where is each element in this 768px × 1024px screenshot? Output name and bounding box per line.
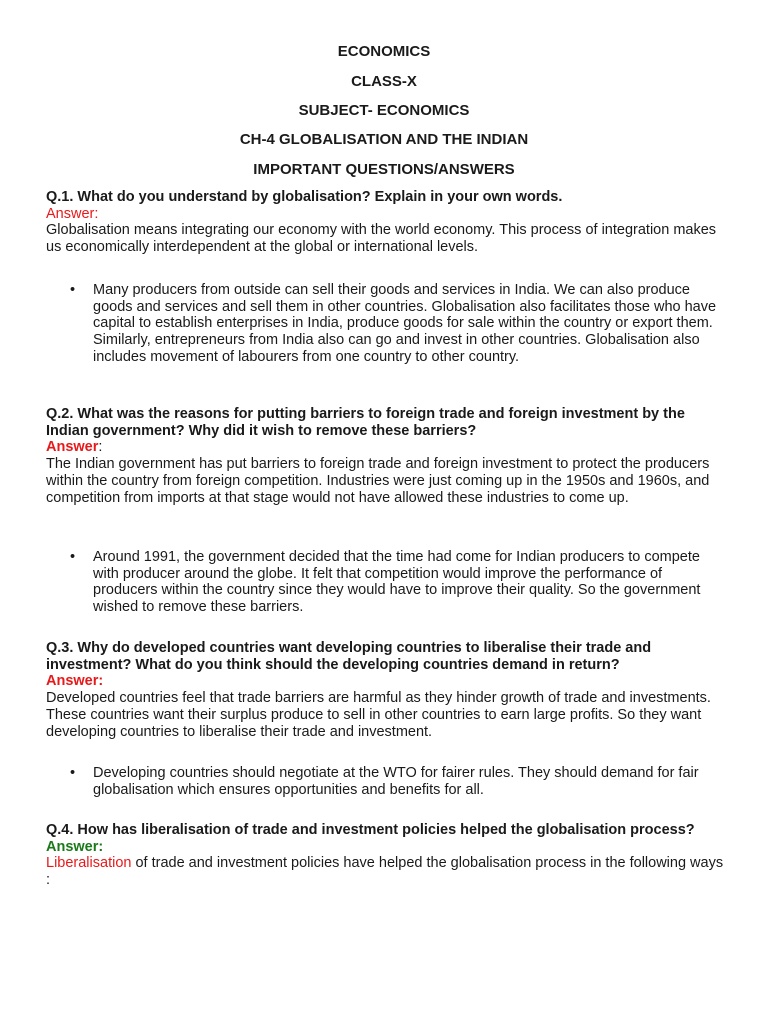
question-1-text: Q.1. What do you understand by globalisation? Explain in your own words. — [46, 189, 563, 205]
answer-2-text: The Indian government has put barriers to foreign trade and foreign investment to protect the producers within the country from foreign competition. Industries were just coming up in the 1950s and 1960s, and competition from imports at that stage would not have allowed these industries to come up. — [46, 456, 710, 506]
answer-2-label-suffix: : — [98, 439, 103, 456]
answer-1-bullet-text: Many producers from outside can sell their goods and services in India. We can also produce goods and services and sell them in other countries. Globalisation also facilitates those who have capital to establish enterprises in India, produce goods for sale within the country or export them. Similarly, entrepreneurs from India also can go and invest in other countries. Globalisation also includes movement of labourers from one country to other country. — [93, 282, 717, 365]
header-subject-title: ECONOMICS — [337, 43, 431, 60]
question-4-text: Q.4. How has liberalisation of trade and investment policies helped the globalisation process? — [46, 822, 695, 838]
answer-4-highlight: Liberalisation — [46, 855, 132, 872]
header-section-title: IMPORTANT QUESTIONS/ANSWERS — [253, 161, 515, 178]
header-class: CLASS-X — [351, 73, 417, 90]
answer-2-label-row — [46, 439, 726, 456]
bullet-icon: • — [70, 549, 76, 565]
question-2-block — [46, 406, 726, 506]
question-3-block — [46, 640, 726, 740]
answer-1-text: Globalisation means integrating our economy with the world economy. This process of integration makes us economically interdependent at the global or international levels. — [46, 222, 717, 256]
question-3-text: Q.3. Why do developed countries want developing countries to liberalise their trade and investment? What do you think should the developing countries demand in return? — [46, 640, 652, 673]
answer-4-label: Answer: — [46, 838, 104, 855]
header-subject: SUBJECT- ECONOMICS — [298, 102, 470, 119]
question-2-text: Q.2. What was the reasons for putting barriers to foreign trade and foreign investment by the Indian government? Why did it wish to remove these barriers? — [46, 406, 685, 439]
question-4-block — [46, 822, 726, 889]
answer-3-text: Developed countries feel that trade barriers are harmful as they hinder growth of trade and investments. These countries want their surplus produce to sell in other countries to earn large profits. So they want developing countries to liberalise their trade and investment. — [46, 690, 711, 740]
answer-3-bullet-text: Developing countries should negotiate at the WTO for fairer rules. They should demand for fair globalisation which ensures opportunities and benefits for all. — [93, 765, 699, 798]
answer-3-label: Answer: — [46, 673, 104, 690]
bullet-icon: • — [70, 765, 76, 781]
answer-4-rest: of trade and investment policies have helped the globalisation process in the following ways : — [46, 855, 724, 889]
answer-2-label: Answer — [46, 439, 99, 456]
header-chapter: CH-4 GLOBALISATION AND THE INDIAN — [239, 131, 529, 148]
answer-4-text — [46, 855, 726, 888]
answer-1-label: Answer: — [46, 205, 99, 222]
question-1-block — [46, 189, 726, 256]
bullet-icon: • — [70, 282, 76, 298]
answer-2-bullet-text: Around 1991, the government decided that the time had come for Indian producers to compete with producer around the globe. It felt that competition would improve the performance of producers within the country since they would have to improve their quality. So the government wished to remove these barriers. — [93, 549, 701, 616]
